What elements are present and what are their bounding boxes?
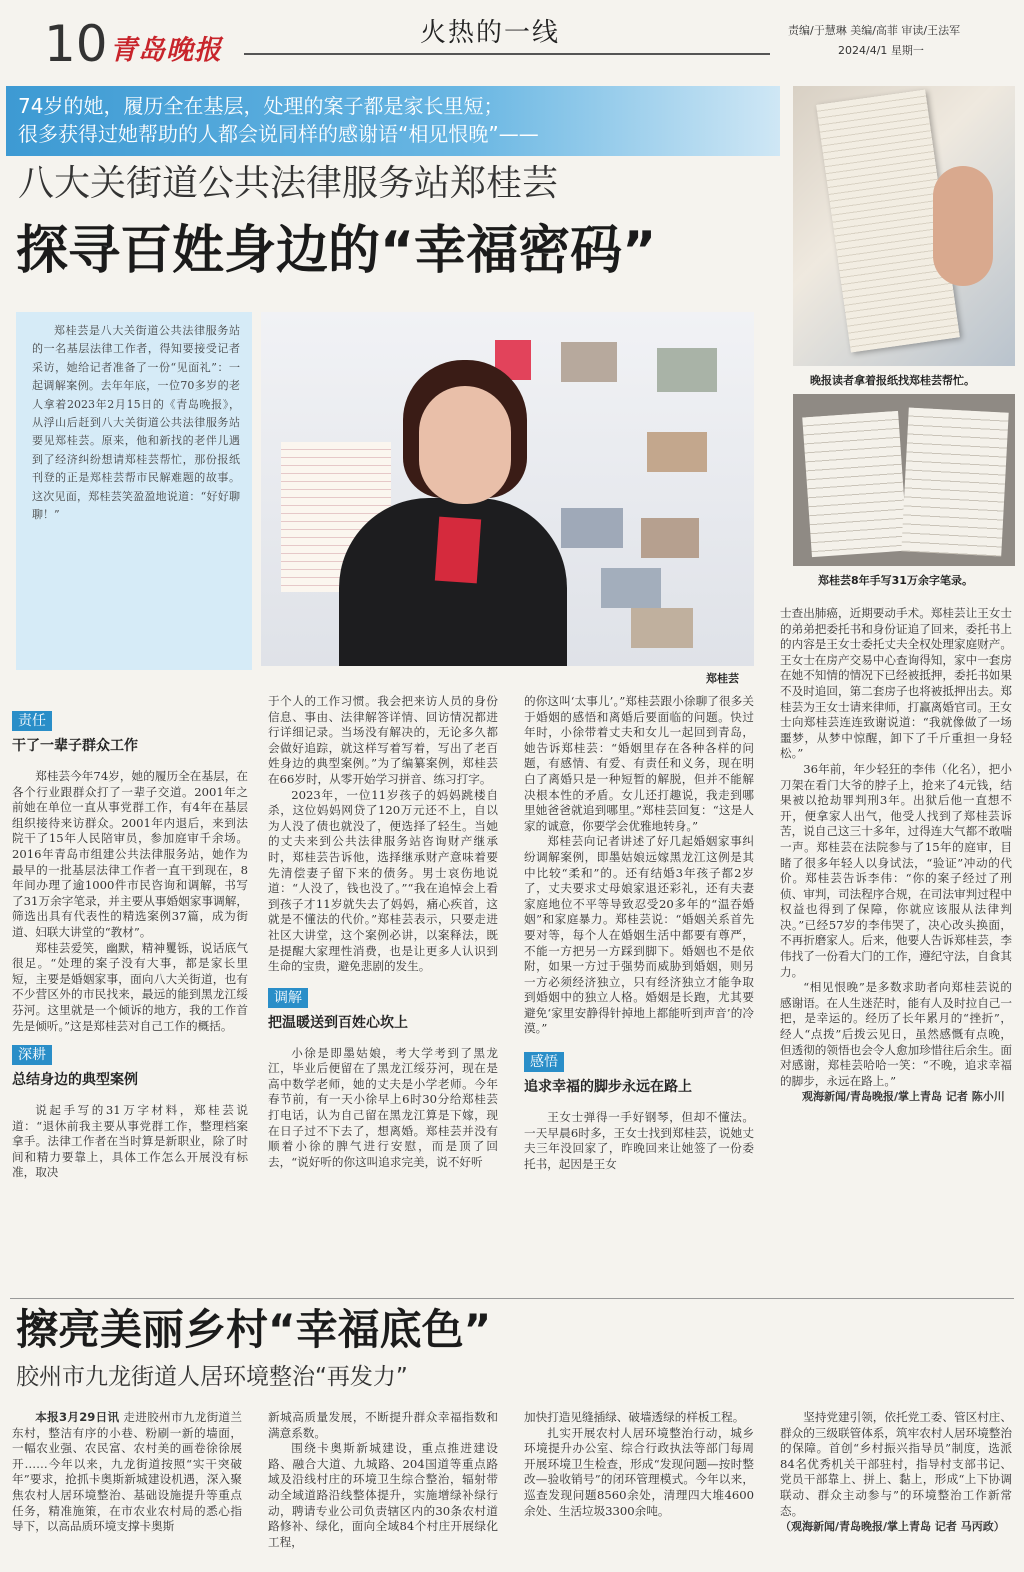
section-tag-deep: 深耕 <box>12 1045 52 1065</box>
notebook-left-page <box>802 411 908 557</box>
second-column-1 <box>12 1410 242 1535</box>
paper-logo: 青岛晚报 <box>110 35 222 66</box>
second-subtitle: 胶州市九龙街道人居环境整治“再发力” <box>16 1364 408 1390</box>
section-head-duty: 干了一辈子群众工作 <box>12 738 138 754</box>
second-c2-paragraph-2: 围绕卡奥斯新城建设，重点推进建设路、融合大道、九城路、204国道等重点路域及沿线村庄的环境卫生综合整治，辐射带动全域道路沿线整体提升，实施增绿补绿行动，聘请专业公司负责辖区内的30条农村道路修补、绿化，面向全域84个村庄开展绿化工程， <box>268 1441 498 1549</box>
intro-box <box>16 312 252 670</box>
kicker-line-1: 74岁的她，履历全在基层，处理的案子都是家长里短； <box>18 94 504 118</box>
second-column-3 <box>524 1410 754 1519</box>
notebook-right-page <box>901 407 1008 556</box>
column-4 <box>780 606 1012 1105</box>
col1-paragraph-3: 说起手写的31万字材料，郑桂芸说道：“退休前我主要从事党群工作，整理档案拿手。法律工作者在当时算是新职业，除了时间和精力要靠上，具体工作怎么开展没有标准，取决 <box>12 1103 248 1180</box>
section-head-mediate: 把温暖送到百姓心坎上 <box>268 1014 408 1031</box>
kicker-banner <box>6 86 780 156</box>
section-head-deep: 总结身边的典型案例 <box>12 1072 138 1089</box>
col4-paragraph-2: 36年前，年少轻狂的李伟（化名），把小刀架在看门大爷的脖子上，抢来了4元钱，结果被以抢劫罪判刑3年。出狱后他一直想不开，便拿家人出气，他受人找到了郑桂芸诉苦，说自己这三十多年，过得连大气都不敢喘一声。郑桂芸在法院参与了15年的庭审，目睹了很多年轻人以身试法，“验证”冲动的代价。郑桂芸告诉李伟：“你的案子经过了刑侦、审判，司法程序合规，在司法审判过程中权益也得到了保障，你就应该服从法律判决。”已经57岁的李伟哭了，决心改头换面，不再折磨家人。后来，他要人告诉郑桂芸，李伟找了一份看大门的工作，遵纪守法，自食其力。 <box>780 761 1012 979</box>
staff-credit: 责编/于慧琳 美编/高菲 审读/王法军 <box>788 24 961 37</box>
pinned-photo <box>561 508 623 548</box>
dateline: 本报3月29日讯 <box>35 1410 120 1424</box>
page-number: 10 <box>44 15 108 73</box>
second-c2-paragraph-1: 新城高质量发展，不断提升群众幸福指数和满意系数。 <box>268 1410 498 1440</box>
col2-paragraph-2: 2023年，一位11岁孩子的妈妈跳楼自杀，这位妈妈网贷了120万元还不上，自以为人没了债也就没了，便选择了轻生。当她的丈夫来到公共法律服务站咨询财产继承时，郑桂芸告诉他，选择继承财产意味着要先清偿妻子留下来的债务。男士哀伤地说道：“人没了，钱也没了。”“我在追悼会上看到孩子才11岁就失去了妈妈，痛心疾首，这就是不懂法的代价。”郑桂芸表示，只要走进社区大讲堂，这个案例必讲，以案释法，既是提醒大家理性消费，也是让更多人认识到生命的宝贵，避免悲剧的发生。 <box>268 787 498 974</box>
second-c3-paragraph-2: 扎实开展农村人居环境整治行动，城乡环境提升办公室、综合行政执法等部门每周开展环境卫生检查，形成“发现问题—按时整改—验收销号”的闭环管理模式。今年以来，巡查发现问题8560余处，清理四大堆4600余处、生活垃圾3300余吨。 <box>524 1425 754 1518</box>
second-byline: （观海新闻/青岛晚报/掌上青岛 记者 马丙政） <box>780 1520 1005 1534</box>
pinned-photo <box>561 342 617 382</box>
second-c3-paragraph-1: 加快打造见缝插绿、破墙透绿的样板工程。 <box>524 1410 745 1424</box>
col3-paragraph-2: 郑桂芸向记者讲述了好几起婚姻家事纠纷调解案例，即墨姑娘远嫁黑龙江这例是其中比较“柔和”的。还有结婚3年孩子都2岁了，丈夫要求丈母娘家退还彩礼，还有夫妻家庭地位不平等导致忍受20多年的“温吞婚姻”和家庭暴力。郑桂芸说：“婚姻关系首先要对等，每个人在婚姻生活中都要有尊严，不能一方把另一方踩到脚下。婚姻也不是依附，如果一方过于强势而威胁到婚姻，则另一方必须经济独立，只有经济独立才能争取到婚姻中的独立人格。婚姻是长跑，尤其要避免‘家里安静得针掉地上都能听到声音’的冷漠。” <box>524 834 754 1036</box>
portrait-photo <box>261 312 754 666</box>
section-tag-insight: 感悟 <box>524 1052 564 1072</box>
pinned-photo <box>641 518 699 558</box>
col2-paragraph-3: 小徐是即墨姑娘，考大学考到了黑龙江，毕业后便留在了黑龙江绥芬河，现在是高中数学老师，她的丈夫是小学老师。今年春节前，有一天小徐早上6时30分给郑桂芸打电话，认为自己留在黑龙江算是下嫁，现在日子过不下去了，想离婚。郑桂芸并没有顺着小徐的脾气进行安慰，而是顶了回去，“说好听的你这叫追求完美，说不好听 <box>268 1045 498 1169</box>
side-caption-1: 晚报读者拿着报纸找郑桂芸帮忙。 <box>810 374 975 387</box>
side-caption-2: 郑桂芸8年手写31万余字笔录。 <box>818 574 973 587</box>
col3-paragraph-1: 的你这叫‘太事儿’。”郑桂芸跟小徐聊了很多关于婚姻的感悟和离婚后要面临的问题。快过年时，小徐带着丈夫和女儿一起回到青岛，她告诉郑桂芸：“婚姻里存在各种各样的问题，有感情、有爱、有责任和义务，现在明白了离婚只是一种短暂的解脱，但并不能解决根本性的矛盾。女儿还打趣说，我走到哪里她爸爸就追到哪里。”郑桂芸回复：“这是人家的诚意，你要学会优雅地转身。” <box>524 694 754 833</box>
lead-byline: 观海新闻/青岛晚报/掌上青岛 记者 陈小川 <box>802 1090 1005 1104</box>
pinned-photo <box>631 608 693 648</box>
masthead-rule <box>244 53 770 55</box>
newspaper-photo <box>793 86 1015 366</box>
section-title: 火热的一线 <box>420 18 561 48</box>
lead-title: 探寻百姓身边的“幸福密码” <box>16 221 657 281</box>
section-head-insight: 追求幸福的脚步永远在路上 <box>524 1079 692 1096</box>
intro-text: 郑桂芸是八大关街道公共法律服务站的一名基层法律工作者，得知要接受记者采访，她给记者准备了一份“见面礼”：一起调解案例。去年年底，一位70多岁的老人拿着2023年2月15日的《青岛晚报》，从浮山后赶到八大关街道公共法律服务站要见郑桂芸。原来，他和新找的老伴儿遇到了经济纠纷想请郑桂芸帮忙，那份报纸刊登的正是郑桂芸帮市民解难题的故事。这次见面，郑桂芸笑盈盈地说道：“好好聊聊！” <box>32 324 240 522</box>
portrait-caption: 郑桂芸 <box>706 672 739 685</box>
column-1 <box>12 710 248 1181</box>
section-tag-mediate: 调解 <box>268 988 308 1008</box>
pinned-photo <box>657 348 717 392</box>
column-2 <box>268 694 498 1170</box>
subject-face <box>419 386 511 504</box>
second-c4-paragraph-1: 坚持党建引领，依托党工委、管区村庄、群众的三级联管体系，筑牢农村人居环境整治的保障。首创“乡村振兴指导员”制度，选派84名优秀机关干部驻村，指导村支部书记、党员干部靠上、拼上、黏上，形成“上下协调联动、群众主动参与”的环境整治工作新常态。 <box>780 1410 1012 1518</box>
col4-paragraph-1: 士查出肺癌，近期要动手术。郑桂芸让王女士的弟弟把委托书和身份证追了回来，委托书上的内容是王女士委托丈夫全权处理家庭财产。王女士在房产交易中心查询得知，家中一套房在她不知情的情况下已经被抵押，委托书如果不及时追回，第二套房子也将被抵押出去。郑桂芸为王女士请来律师，打赢离婚官司。王女士向郑桂芸连连致谢说道：“我就像做了一场噩梦，从梦中惊醒，卸下了千斤重担一身轻松。” <box>780 606 1012 761</box>
second-c1-text: 走进胶州市九龙街道兰东村，整洁有序的小巷、粉刷一新的墙面，一幅农业强、农民富、农村美的画卷徐徐展开……今年以来，九龙街道按照“实干突破年”要求，抢抓卡奥斯新城建设机遇，深入聚焦农村人居环境整治、基础设施提升等重点任务，精准施策，在市农业农村局的悉心指导下，以高品质环境支撑卡奥斯 <box>12 1410 242 1534</box>
masthead <box>0 0 1024 84</box>
lead-subtitle: 八大关街道公共法律服务站郑桂芸 <box>18 163 559 204</box>
col2-paragraph-1: 于个人的工作习惯。我会把来访人员的身份信息、事由、法律解答详情、回访情况都进行详细记录。当场没有解决的，无论多久都会做好追踪，就这样写着写着，写出了老百姓身边的典型案例。”为了编纂案例，郑桂芸在66岁时，从零开始学习拼音、练习打字。 <box>268 694 498 786</box>
second-title: 擦亮美丽乡村“幸福底色” <box>16 1305 492 1354</box>
second-column-2 <box>268 1410 498 1550</box>
col1-paragraph-1: 郑桂芸今年74岁，她的履历全在基层，在各个行业跟群众打了一辈子交道。2001年之前她在单位一直从事党群工作，有4年在基层组织接待来访群众。2001年内退后，来到法院干了15年人民陪审员，参加庭审千余场。2016年青岛市组建公共法律服务站，她作为最早的一批基层法律工作者一直干到现在，8年间办理了逾1000件市民咨询和调解，书写了31万余字笔录，并主要从事婚姻家事调解，筛选出具有代表性的精选案例37篇，成为街道、妇联大讲堂的“教材”。 <box>12 769 248 939</box>
issue-date: 2024/4/1 星期一 <box>838 44 924 57</box>
pinned-photo <box>601 568 661 608</box>
reader-hand <box>933 166 993 286</box>
story-divider <box>10 1298 1014 1299</box>
col4-paragraph-3: “相见恨晚”是多数求助者向郑桂芸说的感谢语。在人生迷茫时，能有人及时拉自己一把，是幸运的。经历了长年累月的“挫折”，经人“点拨”后拨云见日，虽然感慨有点晚，但透彻的领悟也会令人愈加珍惜往后余生。面对感谢，郑桂芸哈哈一笑：“不晚，追求幸福的脚步，永远在路上。” <box>780 980 1012 1088</box>
section-tag-duty: 责任 <box>12 711 52 731</box>
column-3 <box>524 694 754 1172</box>
notebook-photo <box>793 394 1015 566</box>
col3-paragraph-3: 王女士弹得一手好钢琴，但却不懂法。一天早晨6时多，王女士找到郑桂芸，说她丈夫三年没回家了，昨晚回来让她签了一份委托书，起因是王女 <box>524 1110 754 1171</box>
second-column-4 <box>780 1410 1012 1535</box>
kicker-line-2: 很多获得过她帮助的人都会说同样的感谢语“相见恨晚”—— <box>18 122 539 146</box>
pinned-photo <box>647 432 707 472</box>
col1-paragraph-2: 郑桂芸爱笑，幽默，精神矍铄，说话底气很足。“处理的案子没有大事，都是家长里短，主要是婚姻家事，面向八大关街道，也有不少营区外的市民找来，最远的能到黑龙江绥芬河。这里就是一个倾诉的地方，我的工作首先是倾听。”这是郑桂芸对自己工作的概括。 <box>12 940 248 1033</box>
subject-collar <box>435 517 481 584</box>
